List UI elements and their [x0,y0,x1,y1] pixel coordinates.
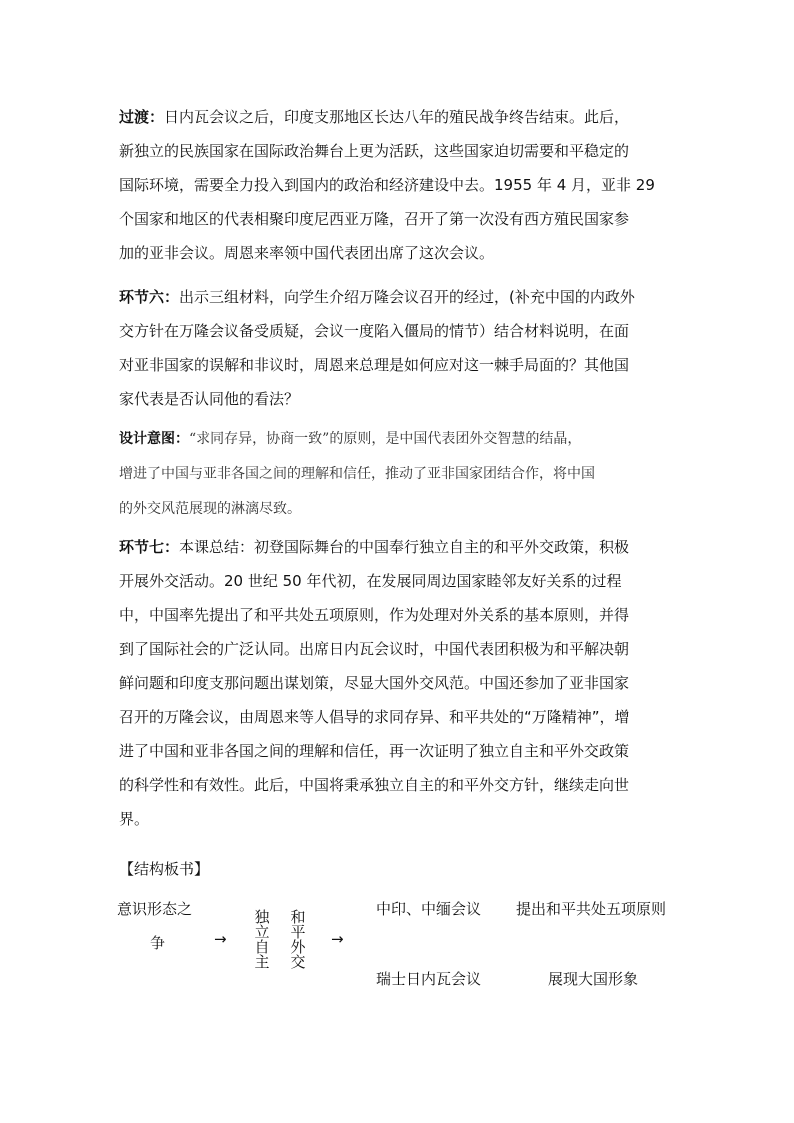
board-ideology-bottom: 争 [150,934,166,952]
design-intent-paragraph [119,422,685,527]
board-conference-bottom: 瑞士日内瓦会议 [376,970,482,988]
board-vertical-char: 立 [254,923,270,941]
design-line [119,457,685,492]
board-peace-diplomacy-column [290,910,306,970]
step7-line [119,632,685,666]
step7-text: 召开的万隆会议，由周恩来等人倡导的求同存异、和平共处的“万隆精神”，增 [119,708,630,726]
step7-text: 鲜问题和印度支那问题出谋划策，尽显大国外交风范。中国还参加了亚非国家 [119,674,630,692]
step6-text: 出示三组材料，向学生介绍万隆会议召开的经过，(补充中国的内政外 [179,288,635,306]
step7-line [119,768,685,802]
step6-text: 家代表是否认同他的看法？ [119,390,300,408]
step7-line [119,734,685,768]
board-vertical-char: 平 [290,923,306,941]
step6-line [119,314,685,348]
board-vertical-char: 自 [254,938,270,956]
board-vertical-char: 主 [254,953,270,971]
board-result-top: 提出和平共处五项原则 [516,900,667,918]
transition-line [119,134,685,168]
transition-text: 个国家和地区的代表相聚印度尼西亚万隆，召开了第一次没有西方殖民国家参 [119,210,630,228]
step6-paragraph [119,280,685,416]
step7-line [119,802,685,836]
step7-line [119,700,685,734]
transition-line [119,168,685,202]
board-heading: 【结构板书】 [119,860,210,878]
step7-text: 中，中国率先提出了和平共处五项原则，作为处理对外关系的基本原则，并得 [119,606,630,624]
step6-line [119,382,685,416]
transition-line [119,236,685,270]
step7-line [119,530,685,564]
design-text: 增进了中国与亚非各国之间的理解和信任，推动了亚非国家团结合作，将中国 [119,466,595,482]
transition-text: 日内瓦会议之后，印度支那地区长达八年的殖民战争终告结束。此后， [164,108,630,126]
transition-label: 过渡： [119,108,165,126]
transition-line [119,100,685,134]
step7-label: 环节七： [119,538,180,556]
arrow-icon: → [214,930,227,948]
board-conference-top: 中印、中缅会议 [376,900,482,918]
board-independent-column [254,910,270,970]
step7-text: 的科学性和有效性。此后，中国将秉承独立自主的和平外交方针，继续走向世 [119,776,630,794]
transition-text: 新独立的民族国家在国际政治舞台上更为活跃，这些国家迫切需要和平稳定的 [119,142,630,160]
step7-line [119,598,685,632]
step6-text: 交方针在万隆会议备受质疑，会议一度陷入僵局的情节）结合材料说明，在面 [119,322,630,340]
step7-text: 进了中国和亚非各国之间的理解和信任，再一次证明了独立自主和平外交政策 [119,742,630,760]
design-text: “求同存异，协商一致”的原则，是中国代表团外交智慧的结晶， [189,431,582,447]
arrow-icon: → [331,930,344,948]
step7-text: 到了国际社会的广泛认同。出席日内瓦会议时，中国代表团积极为和平解决朝 [119,640,630,658]
transition-line [119,202,685,236]
board-vertical-char: 外 [290,938,306,956]
design-label: 设计意图： [119,431,189,447]
board-vertical-char: 和 [290,908,306,926]
board-vertical-char: 交 [290,953,306,971]
transition-paragraph [119,100,685,270]
board-vertical-char: 独 [254,908,270,926]
design-line [119,492,685,527]
step7-line [119,666,685,700]
transition-text: 加的亚非会议。周恩来率领中国代表团出席了这次会议。 [119,244,495,262]
step7-line [119,564,685,598]
design-line [119,422,685,457]
transition-text: 国际环境，需要全力投入到国内的政治和经济建设中去。1955 年 4 月，亚非 29 [119,176,655,194]
step6-text: 对亚非国家的误解和非议时，周恩来总理是如何应对这一棘手局面的？其他国 [119,356,630,374]
board-ideology-top: 意识形态之 [117,900,193,918]
step7-text: 界。 [119,810,150,828]
step6-label: 环节六： [119,288,180,306]
step7-text: 本课总结：初登国际舞台的中国奉行独立自主的和平外交政策，积极 [179,538,630,556]
step7-paragraph [119,530,685,836]
step7-text: 开展外交活动。20 世纪 50 年代初，在发展同周边国家睦邻友好关系的过程 [119,572,622,590]
design-text: 的外交风范展现的淋漓尽致。 [119,501,301,517]
step6-line [119,348,685,382]
board-result-bottom: 展现大国形象 [548,970,639,988]
step6-line [119,280,685,314]
